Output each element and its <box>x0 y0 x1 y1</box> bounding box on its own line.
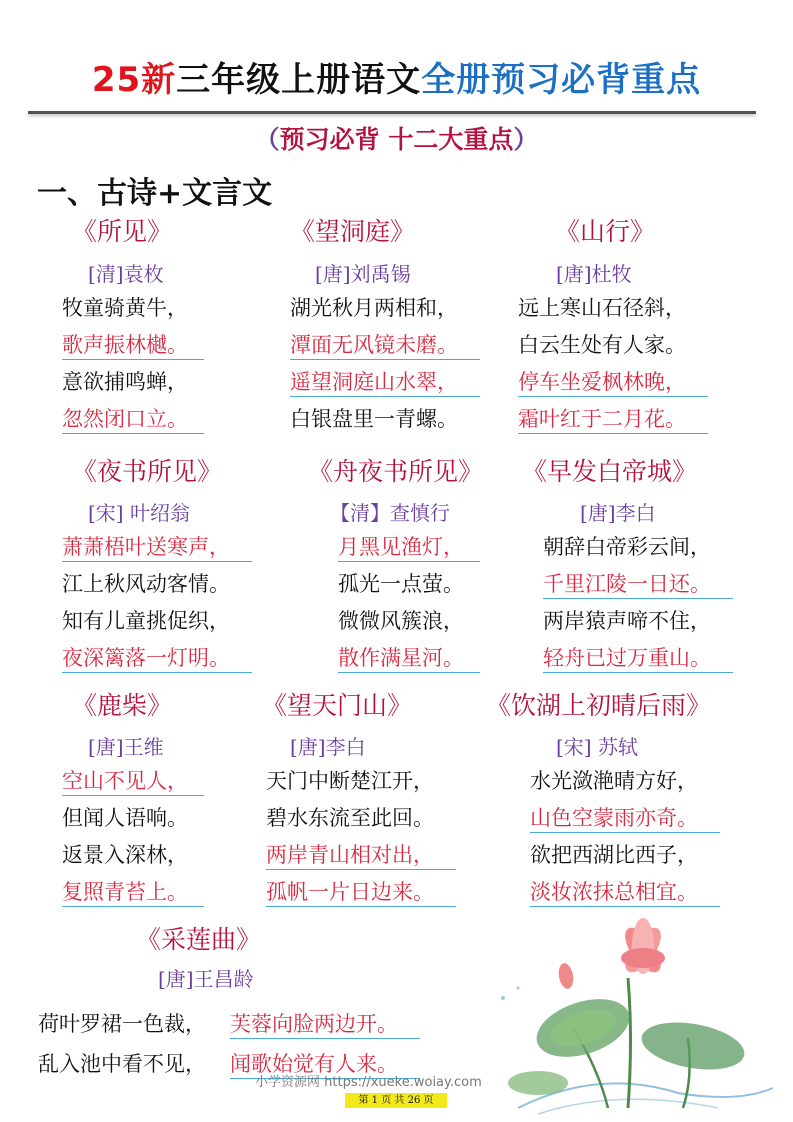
poem-title: 《舟夜书所见》 <box>308 457 484 486</box>
poem-line-highlight: 散作满星河。 <box>338 645 480 673</box>
poem-title: 《早发白帝城》 <box>522 457 698 486</box>
poem-line: 白银盘里一青螺。 <box>290 407 458 431</box>
poem-line-highlight: 停车坐爱枫林晚， <box>518 369 708 397</box>
poem-line-highlight: 山色空蒙雨亦奇。 <box>530 805 720 833</box>
poem-title: 《山行》 <box>555 217 656 246</box>
footer-watermark-url: 小学资源网 https://xueke.woiay.com <box>255 1075 482 1090</box>
page-title <box>0 52 793 101</box>
poem-line: 牧童骑黄牛， <box>62 296 188 320</box>
poem-line: 朝辞白帝彩云间， <box>543 535 711 559</box>
subtitle <box>0 120 793 156</box>
poem-line: 知有儿童挑促织， <box>62 609 230 633</box>
poem-line: 湖光秋月两相和， <box>290 296 458 320</box>
poem-line-highlight: 复照青苔上。 <box>62 879 204 907</box>
title-prefix: 25新 <box>91 60 177 100</box>
poem-line: 水光潋滟晴方好， <box>530 769 698 793</box>
poem-title: 《鹿柴》 <box>72 691 173 720</box>
poem-title: 《饮湖上初晴后雨》 <box>486 691 712 720</box>
poem-line-highlight: 忽然闭口立。 <box>62 406 204 434</box>
poem-author: [唐]王昌龄 <box>158 967 254 991</box>
title-divider <box>28 111 756 114</box>
poem-line: 白云生处有人家。 <box>518 333 686 357</box>
poem-line: 荷叶罗裙一色裁， <box>38 1012 206 1036</box>
poem-line: 返景入深林， <box>62 843 188 867</box>
poem-line: 但闻人语响。 <box>62 806 188 830</box>
poem-line: 两岸猿声啼不住， <box>543 609 711 633</box>
poem-author: [宋] 苏轼 <box>556 735 638 759</box>
poem-line-highlight: 月黑见渔灯， <box>338 534 480 562</box>
poem-line-highlight: 歌声振林樾。 <box>62 332 204 360</box>
subtitle-text: 预习必背 十二大重点 <box>279 125 514 154</box>
poem-title: 《望洞庭》 <box>290 217 416 246</box>
poem-line-highlight: 孤帆一片日边来。 <box>266 879 456 907</box>
poem-line-highlight: 霜叶红于二月花。 <box>518 406 708 434</box>
section-heading: 一、古诗+文言文 <box>37 176 273 211</box>
poem-line: 远上寒山石径斜， <box>518 296 686 320</box>
poem-line: 意欲捕鸣蝉， <box>62 370 188 394</box>
poem-line-highlight: 两岸青山相对出， <box>266 842 456 870</box>
poem-title: 《望天门山》 <box>262 691 413 720</box>
title-mid: 三年级上册语文 <box>176 60 422 100</box>
poem-author: 【清】查慎行 <box>330 501 450 525</box>
poem-author: [唐]刘禹锡 <box>315 262 411 286</box>
subtitle-open-paren: （ <box>254 125 280 154</box>
poem-title: 《所见》 <box>72 217 173 246</box>
poem-line-highlight: 千里江陵一日还。 <box>543 571 733 599</box>
poem-line-highlight: 空山不见人， <box>62 768 204 796</box>
poem-line: 微微风簇浪， <box>338 609 464 633</box>
poem-line-highlight: 遥望洞庭山水翠， <box>290 369 480 397</box>
poem-line: 乱入池中看不见， <box>38 1052 206 1076</box>
poem-title: 《采莲曲》 <box>136 925 262 954</box>
poem-author: [唐]杜牧 <box>556 262 632 286</box>
poem-line-highlight: 闻歌始觉有人来。 <box>230 1051 420 1079</box>
poem-line: 江上秋风动客情。 <box>62 572 230 596</box>
title-suffix: 全册预习必背重点 <box>421 60 702 100</box>
poem-line-highlight: 潭面无风镜未磨。 <box>290 332 480 360</box>
subtitle-close-paren: ） <box>513 125 539 154</box>
poem-author: [唐]李白 <box>580 501 656 525</box>
poem-line-highlight: 轻舟已过万重山。 <box>543 645 733 673</box>
poem-author: [唐]李白 <box>290 735 366 759</box>
poem-line-highlight: 夜深篱落一灯明。 <box>62 645 252 673</box>
lotus-flower-icon <box>478 918 778 1118</box>
poem-author: [清]袁枚 <box>88 262 164 286</box>
poem-line-highlight: 芙蓉向脸两边开。 <box>230 1011 420 1039</box>
poem-line: 天门中断楚江开， <box>266 769 434 793</box>
poem-line: 欲把西湖比西子， <box>530 843 698 867</box>
poem-line: 碧水东流至此回。 <box>266 806 434 830</box>
poem-author: [唐]王维 <box>88 735 164 759</box>
poem-line-highlight: 萧萧梧叶送寒声， <box>62 534 252 562</box>
poem-line: 孤光一点萤。 <box>338 572 464 596</box>
poem-author: [宋] 叶绍翁 <box>88 501 190 525</box>
poem-line-highlight: 淡妆浓抹总相宜。 <box>530 879 720 907</box>
poem-title: 《夜书所见》 <box>72 457 223 486</box>
page-number: 第 1 页 共 26 页 <box>345 1093 447 1108</box>
